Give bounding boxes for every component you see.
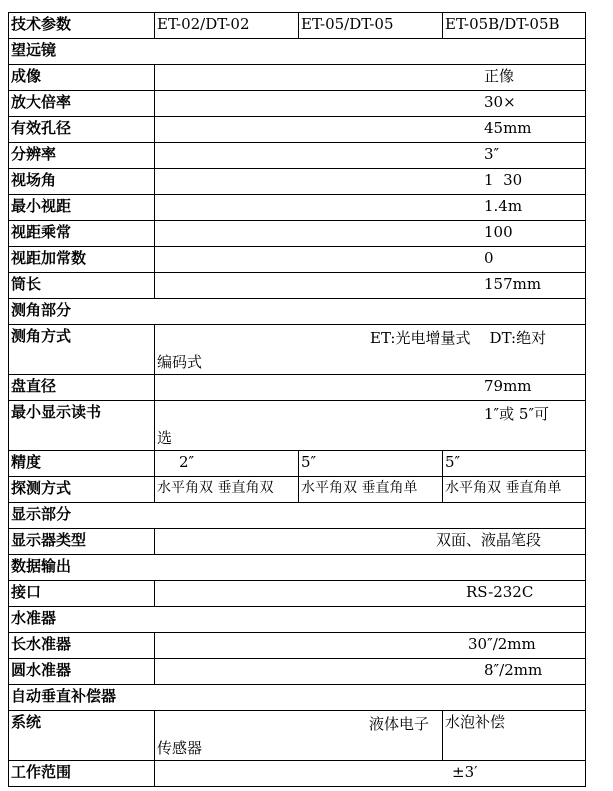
row-value-line1: 1″或 5″可 xyxy=(484,405,550,423)
row-value-line1: ET:光电增量式 DT:绝对 xyxy=(370,329,547,347)
table-row xyxy=(9,711,586,761)
row-label: 最小视距 xyxy=(9,195,155,221)
section-level: 水准器 xyxy=(9,607,586,633)
row-label: 圆水准器 xyxy=(9,659,155,685)
row-value: 1 30 xyxy=(484,171,523,189)
row-value: 100 xyxy=(484,223,513,241)
row-value-line2: 选 xyxy=(157,429,173,447)
row-value: 30″/2mm xyxy=(468,635,536,653)
row-value-cell xyxy=(155,247,586,273)
table-row xyxy=(9,761,586,787)
row-value: 30× xyxy=(484,93,516,111)
section-row xyxy=(9,607,586,633)
row-value-cell xyxy=(155,761,586,787)
model-col-3: ET-05B/DT-05B xyxy=(443,13,586,39)
section-row xyxy=(9,555,586,581)
row-value-cell xyxy=(155,117,586,143)
row-label: 探测方式 xyxy=(9,477,155,503)
system-value-2: 水泡补偿 xyxy=(443,711,586,761)
row-label: 显示器类型 xyxy=(9,529,155,555)
table-row xyxy=(9,273,586,299)
section-row xyxy=(9,503,586,529)
row-value: 0 xyxy=(484,249,494,267)
table-row xyxy=(9,195,586,221)
table-row xyxy=(9,375,586,401)
detection-value-3: 水平角双 垂直角单 xyxy=(443,477,586,503)
row-label: 筒长 xyxy=(9,273,155,299)
row-value-cell xyxy=(155,65,586,91)
row-label: 盘直径 xyxy=(9,375,155,401)
row-label: 视距加常数 xyxy=(9,247,155,273)
row-label: 成像 xyxy=(9,65,155,91)
row-value-cell xyxy=(155,221,586,247)
row-label: 放大倍率 xyxy=(9,91,155,117)
table-row xyxy=(9,91,586,117)
table-row xyxy=(9,529,586,555)
section-angle: 测角部分 xyxy=(9,299,586,325)
row-value: 157mm xyxy=(484,275,542,293)
section-compensator: 自动垂直补偿器 xyxy=(9,685,586,711)
row-value-line2: 编码式 xyxy=(157,353,203,371)
row-label: 工作范围 xyxy=(9,761,155,787)
row-value-cell xyxy=(155,401,586,451)
row-value: 79mm xyxy=(484,377,532,395)
row-value: 3″ xyxy=(484,145,500,163)
row-label: 有效孔径 xyxy=(9,117,155,143)
row-label: 分辨率 xyxy=(9,143,155,169)
table-row xyxy=(9,65,586,91)
row-value-cell xyxy=(155,659,586,685)
row-value-cell xyxy=(155,143,586,169)
section-row xyxy=(9,299,586,325)
row-value-cell xyxy=(155,529,586,555)
table-row xyxy=(9,247,586,273)
section-row xyxy=(9,685,586,711)
table-row xyxy=(9,659,586,685)
table-row xyxy=(9,581,586,607)
row-value-cell xyxy=(155,633,586,659)
spec-table xyxy=(8,12,586,787)
table-row xyxy=(9,169,586,195)
row-label: 测角方式 xyxy=(9,325,155,375)
row-value: ±3′ xyxy=(452,763,478,781)
row-value-line2: 传感器 xyxy=(157,739,203,757)
row-value-cell xyxy=(155,375,586,401)
row-value: RS-232C xyxy=(466,583,534,601)
model-col-2: ET-05/DT-05 xyxy=(299,13,443,39)
row-value: 8″/2mm xyxy=(484,661,543,679)
row-value: 正像 xyxy=(484,67,515,85)
row-label: 精度 xyxy=(9,451,155,477)
accuracy-value-2: 5″ xyxy=(299,451,443,477)
row-value-cell xyxy=(155,169,586,195)
accuracy-value-1: 2″ xyxy=(155,451,299,477)
row-value-cell xyxy=(155,325,586,375)
header-row xyxy=(9,13,586,39)
model-col-1: ET-02/DT-02 xyxy=(155,13,299,39)
section-row xyxy=(9,39,586,65)
table-row xyxy=(9,325,586,375)
table-row xyxy=(9,633,586,659)
table-row xyxy=(9,401,586,451)
row-label: 最小显示读书 xyxy=(9,401,155,451)
row-value: 1.4m xyxy=(484,197,523,215)
row-value: 双面、液晶笔段 xyxy=(436,531,542,549)
table-row xyxy=(9,221,586,247)
row-value-cell xyxy=(155,195,586,221)
accuracy-value-3: 5″ xyxy=(443,451,586,477)
table-row xyxy=(9,117,586,143)
row-label: 长水准器 xyxy=(9,633,155,659)
row-value-line1: 液体电子 xyxy=(369,715,430,733)
table-row xyxy=(9,451,586,477)
section-display: 显示部分 xyxy=(9,503,586,529)
row-value: 45mm xyxy=(484,119,532,137)
table-row xyxy=(9,477,586,503)
section-data-output: 数据输出 xyxy=(9,555,586,581)
header-label: 技术参数 xyxy=(9,13,155,39)
row-value-cell xyxy=(155,273,586,299)
table-row xyxy=(9,143,586,169)
row-label: 系统 xyxy=(9,711,155,761)
row-value-cell xyxy=(155,581,586,607)
row-label: 视距乘常 xyxy=(9,221,155,247)
row-label: 视场角 xyxy=(9,169,155,195)
row-label: 接口 xyxy=(9,581,155,607)
row-value-cell xyxy=(155,91,586,117)
row-value-cell xyxy=(155,711,443,761)
detection-value-2: 水平角双 垂直角单 xyxy=(299,477,443,503)
section-telescope: 望远镜 xyxy=(9,39,586,65)
detection-value-1: 水平角双 垂直角双 xyxy=(155,477,299,503)
